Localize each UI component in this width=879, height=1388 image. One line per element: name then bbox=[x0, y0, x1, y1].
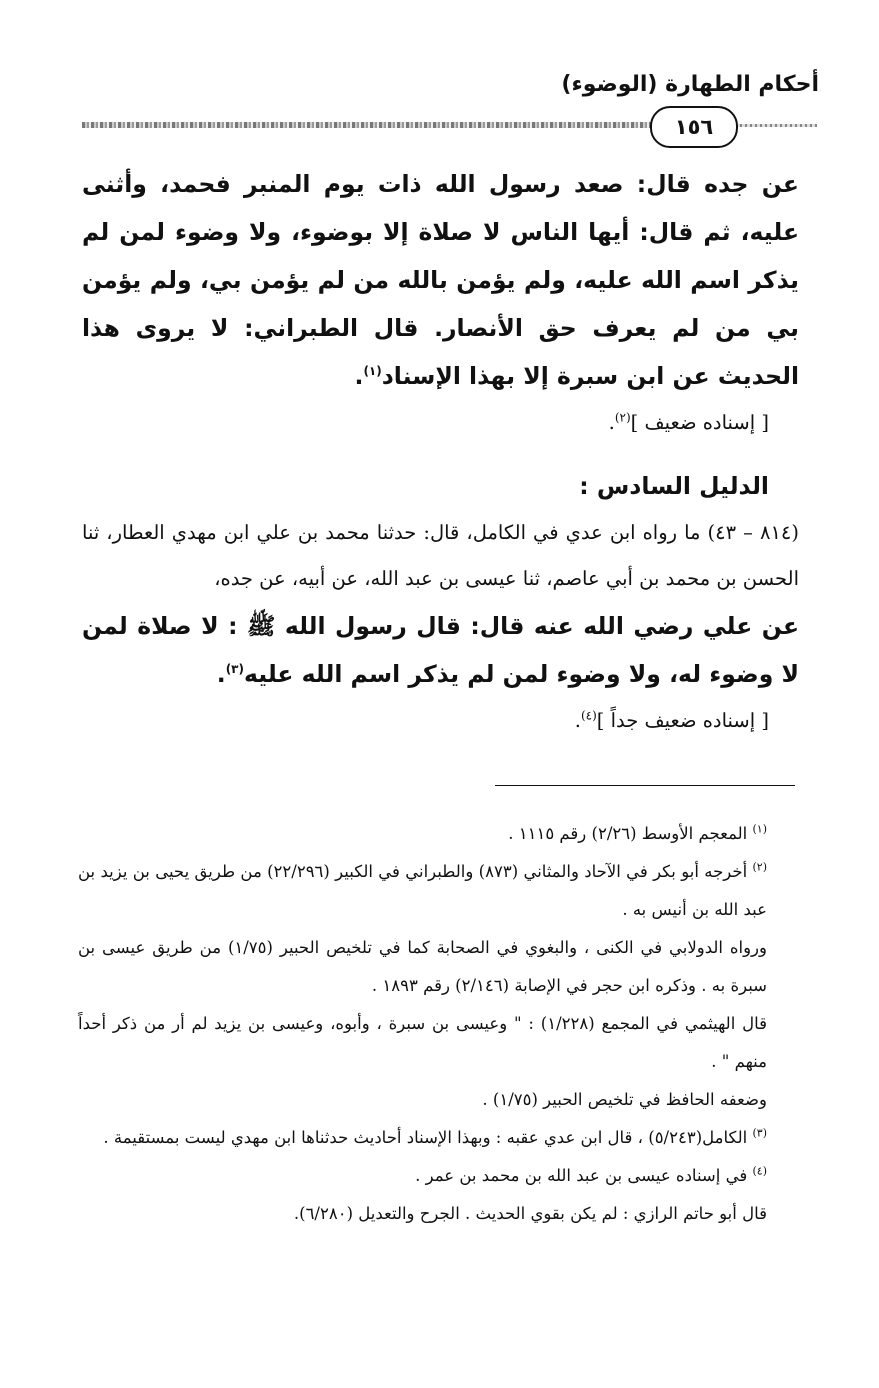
footnote-ref-3: (٣) bbox=[225, 662, 244, 677]
hadith-text-2: عن علي رضي الله عنه قال: قال رسول الله ﷺ : لا صلاة لمن لا وضوء له، ولا وضوء لمن لم يذكر اسم الله عليه bbox=[82, 612, 799, 688]
footnote-text-3: الكامل(٥/٢٤٣) ، قال ابن عدي عقبه : وبهذا الإسناد أحاديث حدثناها ابن مهدي ليست بمستقيمة . bbox=[103, 1128, 748, 1147]
footnote-2-continued-2: قال الهيثمي في المجمع (١/٢٢٨) : " وعيسى بن سبرة ، وأبوه، وعيسى بن يزيد لم أر من ذكر أحداً منهم " . bbox=[78, 1014, 767, 1071]
footnote-4 bbox=[78, 1157, 797, 1195]
header-divider-right bbox=[725, 124, 817, 127]
hadith-text-1: عن جده قال: صعد رسول الله ذات يوم المنبر فحمد، وأثنى عليه، ثم قال: أيها الناس لا صلاة إلا بوضوء، ولا وضوء لمن لم يذكر اسم الله عليه، ولم يؤمن بالله من لم يؤمن بي، ولم يؤمن بي من لم يعرف حق الأنصار. قال الطبراني: لا يروى هذا الحديث عن ابن سبرة إلا بهذا الإسناد bbox=[82, 170, 799, 390]
footnote-ref-1: (١) bbox=[363, 364, 382, 379]
isnad-grade-1 bbox=[82, 400, 799, 446]
footnote-mark-3: (٣) bbox=[752, 1126, 767, 1140]
main-text bbox=[82, 160, 799, 744]
footnote-text-1: المعجم الأوسط (٢/٢٦) رقم ١١١٥ . bbox=[508, 824, 748, 843]
footnote-ref-2: (٢) bbox=[614, 410, 631, 425]
spacer bbox=[82, 446, 799, 462]
footnote-2 bbox=[78, 853, 797, 929]
grade-text-1: [ إسناده ضعيف ] bbox=[630, 411, 769, 434]
hadith-end-1: . bbox=[354, 362, 364, 390]
hadith-paragraph-1 bbox=[82, 160, 799, 400]
footnote-text-2: أخرجه أبو بكر في الآحاد والمثاني (٨٧٣) والطبراني في الكبير (٢٢/٢٩٦) من طريق يحيى بن يزيد بن عبد الله بن أنيس به . bbox=[78, 862, 767, 919]
footnote-3 bbox=[78, 1119, 797, 1157]
footnote-text-4: في إسناده عيسى بن عبد الله بن محمد بن عمر . bbox=[415, 1166, 748, 1185]
footnote-2-continued-1: ورواه الدولابي في الكنى ، والبغوي في الصحابة كما في تلخيص الحبير (١/٧٥) من طريق عيسى بن سبرة به . وذكره ابن حجر في الإصابة (٢/١٤٦) رقم ١٨٩٣ . bbox=[78, 938, 767, 995]
running-header-title: أحكام الطهارة (الوضوء) bbox=[561, 72, 819, 97]
isnad-grade-2 bbox=[82, 698, 799, 744]
section-heading: الدليل السادس : bbox=[579, 472, 769, 500]
footnote-mark-4: (٤) bbox=[752, 1164, 767, 1178]
grade-end-2: . bbox=[574, 709, 581, 732]
footnote-4-continued: قال أبو حاتم الرازي : لم يكن بقوي الحديث . الجرح والتعديل (٦/٢٨٠). bbox=[293, 1204, 767, 1223]
grade-end-1: . bbox=[608, 411, 615, 434]
page-number-badge: ١٥٦ bbox=[650, 106, 738, 148]
footnote-mark-1: (١) bbox=[752, 822, 767, 836]
footnote-ref-4: (٤) bbox=[580, 708, 597, 723]
hadith-end-2: . bbox=[216, 660, 226, 688]
footnote-2-continued-3: وضعفه الحافظ في تلخيص الحبير (١/٧٥) . bbox=[482, 1090, 767, 1109]
hadith-paragraph-2 bbox=[82, 602, 799, 698]
header-divider bbox=[82, 122, 719, 128]
footnote-1 bbox=[78, 815, 797, 853]
footnote-mark-2: (٢) bbox=[752, 860, 767, 874]
chain-of-narration: (٨١٤ – ٤٣) ما رواه ابن عدي في الكامل، قال: حدثنا محمد بن علي ابن مهدي العطار، ثنا الحسن بن محمد بن أبي عاصم، ثنا عيسى بن عبد الله، عن أبيه، عن جده، bbox=[82, 521, 799, 590]
footnote-divider bbox=[495, 785, 795, 786]
grade-text-2: [ إسناده ضعيف جداً ] bbox=[596, 709, 769, 732]
footnotes bbox=[78, 815, 797, 1233]
